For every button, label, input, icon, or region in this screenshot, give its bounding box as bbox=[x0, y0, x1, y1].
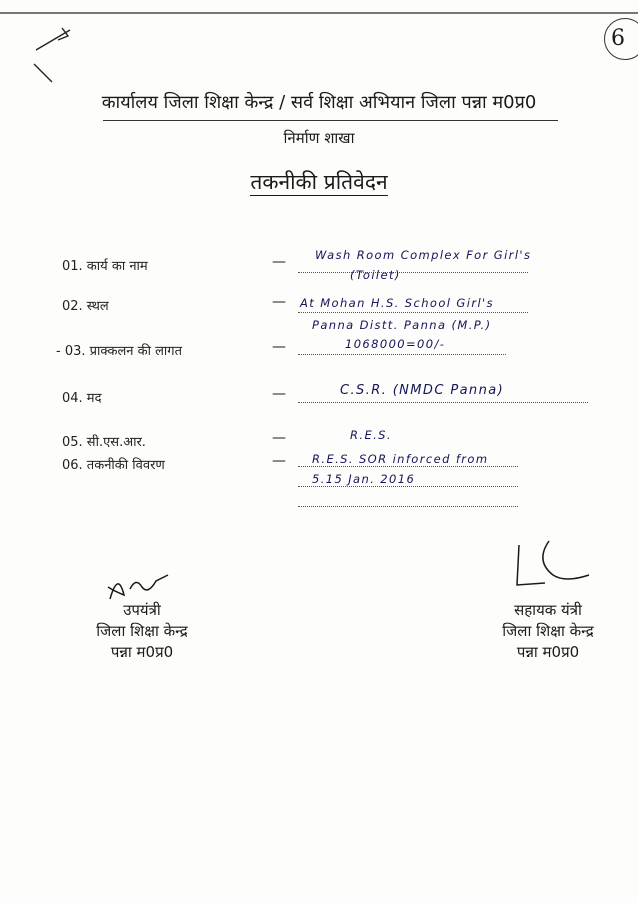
branch-heading: निर्माण शाखा bbox=[283, 129, 355, 147]
field-value-location-line2: Panna Distt. Panna (M.P.) bbox=[312, 318, 492, 332]
dotted-line bbox=[298, 486, 518, 487]
field-label-csr: 05. सी.एस.आर. bbox=[62, 435, 146, 450]
corner-tick-mark bbox=[30, 22, 100, 92]
field-value-technical-details: R.E.S. SOR inforced from bbox=[312, 452, 489, 466]
assistant-engineer-signature bbox=[505, 535, 595, 590]
separator: — bbox=[272, 294, 286, 310]
signature-org: जिला शिक्षा केन्द्र bbox=[502, 622, 594, 640]
junior-engineer-signature bbox=[100, 565, 180, 605]
field-value-technical-details-line2: 5.15 Jan. 2016 bbox=[312, 472, 416, 486]
dotted-line bbox=[298, 354, 506, 355]
separator: — bbox=[272, 254, 286, 270]
field-value-estimate-cost: 1068000=00/- bbox=[345, 337, 446, 351]
separator: — bbox=[272, 339, 286, 355]
heading-rule bbox=[103, 120, 558, 121]
dotted-line bbox=[298, 312, 528, 313]
field-label-work-name: 01. कार्य का नाम bbox=[62, 259, 148, 274]
report-title: तकनीकी प्रतिवेदन bbox=[250, 170, 388, 194]
field-label-estimate-cost: - 03. प्राक्कलन की लागत bbox=[56, 344, 183, 359]
separator: — bbox=[272, 386, 286, 402]
dotted-line bbox=[298, 506, 518, 507]
field-label-location: 02. स्थल bbox=[62, 299, 109, 314]
top-border bbox=[0, 12, 638, 14]
separator: — bbox=[272, 453, 286, 469]
field-value-head: C.S.R. (NMDC Panna) bbox=[340, 383, 505, 398]
field-label-head: 04. मद bbox=[62, 391, 102, 406]
signature-block-left bbox=[62, 600, 222, 663]
dotted-line bbox=[298, 402, 588, 403]
field-label-technical-details: 06. तकनीकी विवरण bbox=[62, 458, 165, 473]
signature-org: जिला शिक्षा केन्द्र bbox=[96, 622, 188, 640]
field-value-csr: R.E.S. bbox=[350, 428, 392, 442]
dotted-line bbox=[298, 466, 518, 467]
separator: — bbox=[272, 430, 286, 446]
field-value-work-name: Wash Room Complex For Girl's bbox=[315, 248, 532, 262]
signature-title: सहायक यंत्री bbox=[514, 601, 582, 619]
field-value-location: At Mohan H.S. School Girl's bbox=[300, 296, 494, 310]
dotted-line bbox=[298, 272, 528, 273]
signature-place: पन्ना म0प्र0 bbox=[110, 643, 174, 661]
office-heading: कार्यालय जिला शिक्षा केन्द्र / सर्व शिक्षा अभियान जिला पन्ना म0प्र0 bbox=[101, 92, 537, 113]
signature-place: पन्ना म0प्र0 bbox=[516, 643, 580, 661]
page-number: 6 bbox=[604, 18, 638, 60]
signature-title: उपयंत्री bbox=[123, 601, 161, 619]
signature-block-right bbox=[468, 600, 628, 663]
field-value-work-name-line2: (Toilet) bbox=[350, 268, 401, 282]
